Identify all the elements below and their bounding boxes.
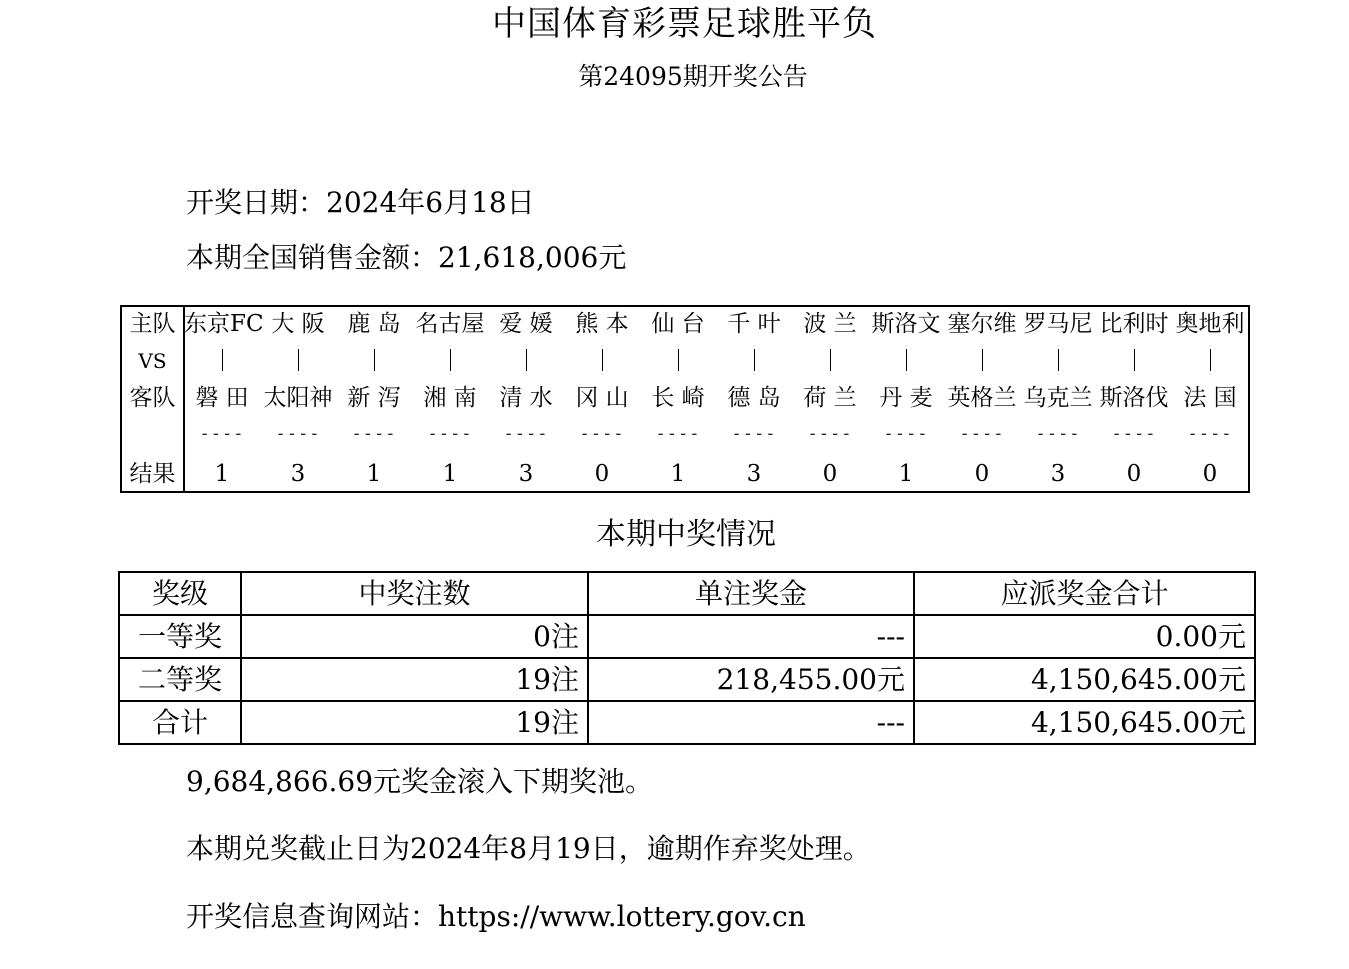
home-team-name: 东京FC xyxy=(184,311,264,337)
vs-divider xyxy=(298,349,299,371)
home-team-name: 罗马尼 xyxy=(1023,311,1093,337)
away-team-name: 湘 南 xyxy=(423,385,477,411)
home-team-label: 主队 xyxy=(129,311,176,337)
separator-dashes: ---- xyxy=(1035,424,1081,444)
match-result: 1 xyxy=(442,461,458,487)
match-result: 3 xyxy=(290,461,306,487)
match-result: 0 xyxy=(1126,461,1142,487)
match-result: 1 xyxy=(366,461,382,487)
match-column xyxy=(716,307,792,491)
prize-section-title: 本期中奖情况 xyxy=(596,517,776,552)
issue-subtitle: 第24095期开奖公告 xyxy=(578,62,808,91)
separator-dashes: ---- xyxy=(503,424,549,444)
match-result: 0 xyxy=(974,461,990,487)
home-team-name: 爱 媛 xyxy=(499,311,553,337)
away-team-name: 斯洛伐 xyxy=(1099,385,1169,411)
away-team-name: 荷 兰 xyxy=(803,385,857,411)
prize-level: 二等奖 xyxy=(119,658,241,701)
away-team-name: 英格兰 xyxy=(947,385,1017,411)
match-result: 3 xyxy=(518,461,534,487)
match-table xyxy=(120,305,1250,493)
separator-dashes: ---- xyxy=(655,424,701,444)
winner-count: 19注 xyxy=(241,701,588,744)
match-column xyxy=(792,307,868,491)
separator-dashes: ---- xyxy=(883,424,929,444)
away-team-label: 客队 xyxy=(129,385,176,411)
match-result: 0 xyxy=(822,461,838,487)
separator-dashes: ---- xyxy=(1187,424,1233,444)
match-column xyxy=(1020,307,1096,491)
home-team-name: 名古屋 xyxy=(415,311,485,337)
separator-dashes: ---- xyxy=(351,424,397,444)
table-row xyxy=(119,701,1255,744)
vs-divider xyxy=(526,349,527,371)
draw-date: 开奖日期：2024年6月18日 xyxy=(186,186,535,219)
vs-divider xyxy=(754,349,755,371)
match-column xyxy=(260,307,336,491)
match-result: 3 xyxy=(746,461,762,487)
total-prize: 0.00元 xyxy=(914,615,1255,658)
away-team-name: 长 崎 xyxy=(651,385,705,411)
vs-divider xyxy=(222,349,223,371)
match-column xyxy=(1096,307,1172,491)
prize-level: 合计 xyxy=(119,701,241,744)
prize-table-header xyxy=(119,572,1255,615)
website-note: 开奖信息查询网站：https://www.lottery.gov.cn xyxy=(186,900,806,933)
unit-prize: --- xyxy=(588,615,914,658)
separator-dashes: ---- xyxy=(275,424,321,444)
vs-divider xyxy=(1210,349,1211,371)
vs-divider xyxy=(982,349,983,371)
prize-table xyxy=(118,571,1256,745)
home-team-name: 千 叶 xyxy=(727,311,781,337)
header-count: 中奖注数 xyxy=(241,572,588,615)
match-result: 3 xyxy=(1050,461,1066,487)
home-team-name: 波 兰 xyxy=(803,311,857,337)
separator-dashes: ---- xyxy=(427,424,473,444)
winner-count: 19注 xyxy=(241,658,588,701)
away-team-name: 清 水 xyxy=(499,385,553,411)
away-team-name: 丹 麦 xyxy=(879,385,933,411)
away-team-name: 太阳神 xyxy=(263,385,333,411)
match-column xyxy=(564,307,640,491)
total-prize: 4,150,645.00元 xyxy=(914,658,1255,701)
home-team-name: 斯洛文 xyxy=(871,311,941,337)
claim-deadline-note: 本期兑奖截止日为2024年8月19日，逾期作弃奖处理。 xyxy=(186,832,871,865)
winner-count: 0注 xyxy=(241,615,588,658)
match-column xyxy=(336,307,412,491)
away-team-name: 德 岛 xyxy=(727,385,781,411)
home-team-name: 大 阪 xyxy=(271,311,325,337)
away-team-name: 新 泻 xyxy=(347,385,401,411)
result-label: 结果 xyxy=(129,461,176,487)
separator-dashes: ---- xyxy=(1111,424,1157,444)
vs-divider xyxy=(906,349,907,371)
home-team-name: 奥地利 xyxy=(1175,311,1245,337)
vs-divider xyxy=(1134,349,1135,371)
away-team-name: 法 国 xyxy=(1183,385,1237,411)
separator-dashes: ---- xyxy=(959,424,1005,444)
vs-divider xyxy=(830,349,831,371)
header-unit-prize: 单注奖金 xyxy=(588,572,914,615)
away-team-name: 冈 山 xyxy=(575,385,629,411)
vs-divider xyxy=(1058,349,1059,371)
away-team-name: 磐 田 xyxy=(195,385,249,411)
match-column xyxy=(640,307,716,491)
match-column xyxy=(944,307,1020,491)
home-team-name: 比利时 xyxy=(1099,311,1169,337)
separator-dashes: ---- xyxy=(199,424,245,444)
vs-divider xyxy=(374,349,375,371)
unit-prize: 218,455.00元 xyxy=(588,658,914,701)
home-team-name: 鹿 岛 xyxy=(347,311,401,337)
separator-dashes: ---- xyxy=(579,424,625,444)
separator-dashes: ---- xyxy=(731,424,777,444)
match-column xyxy=(184,307,264,491)
rollover-note: 9,684,866.69元奖金滚入下期奖池。 xyxy=(186,765,654,798)
unit-prize: --- xyxy=(588,701,914,744)
table-row xyxy=(119,658,1255,701)
match-result: 1 xyxy=(214,461,230,487)
home-team-name: 仙 台 xyxy=(651,311,705,337)
total-prize: 4,150,645.00元 xyxy=(914,701,1255,744)
vs-divider xyxy=(450,349,451,371)
home-team-name: 塞尔维 xyxy=(947,311,1017,337)
match-result: 0 xyxy=(594,461,610,487)
sales-amount: 本期全国销售金额：21,618,006元 xyxy=(186,241,627,274)
home-team-name: 熊 本 xyxy=(575,311,629,337)
match-label-column xyxy=(122,307,185,491)
match-result: 1 xyxy=(898,461,914,487)
table-row xyxy=(119,615,1255,658)
match-column xyxy=(868,307,944,491)
vs-divider xyxy=(678,349,679,371)
match-result: 1 xyxy=(670,461,686,487)
match-column xyxy=(412,307,488,491)
prize-level: 一等奖 xyxy=(119,615,241,658)
away-team-name: 乌克兰 xyxy=(1023,385,1093,411)
vs-label: VS xyxy=(138,349,167,373)
page-title: 中国体育彩票足球胜平负 xyxy=(492,4,877,44)
header-level: 奖级 xyxy=(119,572,241,615)
match-column xyxy=(1172,307,1248,491)
vs-divider xyxy=(602,349,603,371)
match-column xyxy=(488,307,564,491)
separator-dashes: ---- xyxy=(807,424,853,444)
match-result: 0 xyxy=(1202,461,1218,487)
header-total-prize: 应派奖金合计 xyxy=(914,572,1255,615)
